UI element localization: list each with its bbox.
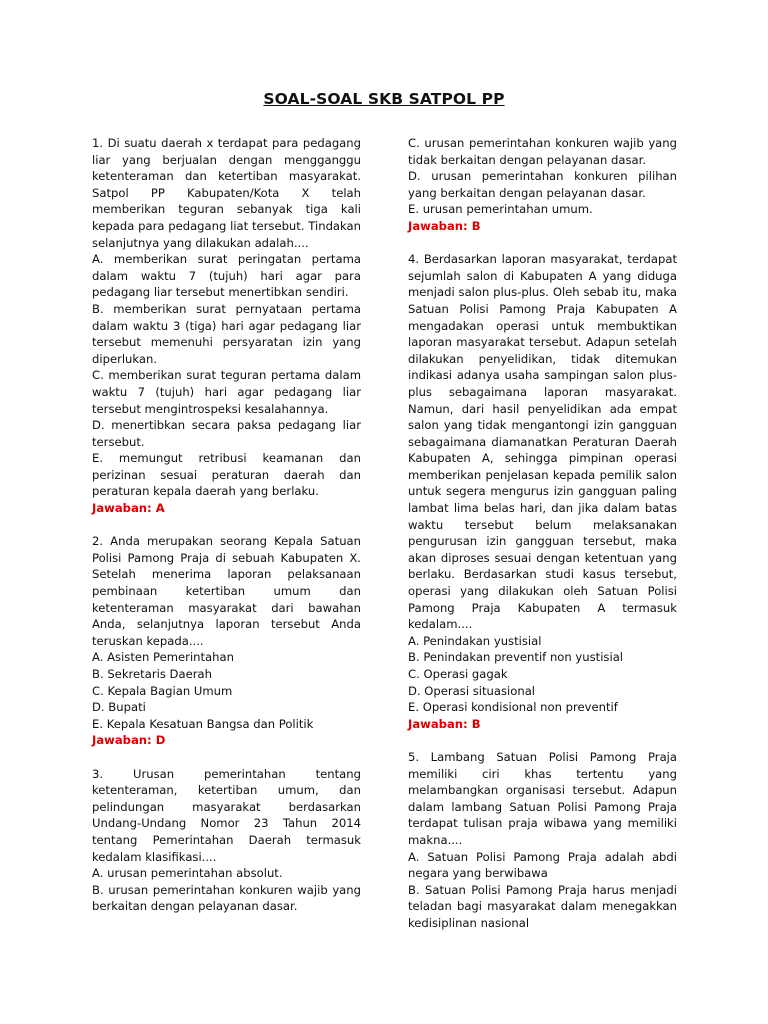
- question-1-option-a: A. memberikan surat peringatan pertama dalam waktu 7 (tujuh) hari agar para pedagang liar tersebut menertibkan sendiri.: [92, 252, 361, 300]
- question-1-text: 1. Di suatu daerah x terdapat para pedagang liar yang berjualan dengan mengganggu ketenteraman dan ketertiban masyarakat. Satpol PP Kabupaten/Kota X telah memberikan teguran sebanyak tiga kali kepada para pedagang liat tersebut. Tindakan selanjutnya yang dilakukan adalah....: [92, 136, 361, 250]
- spacer: [92, 517, 361, 534]
- spacer: [408, 732, 677, 749]
- question-3-option-a: A. urusan pemerintahan absolut.: [92, 866, 283, 881]
- left-column: [92, 135, 361, 915]
- right-column: [408, 135, 677, 932]
- question-4-option-d: D. Operasi situasional: [408, 683, 536, 698]
- question-3-option-c: C. urusan pemerintahan konkuren wajib yang tidak berkaitan dengan pelayanan dasar.: [408, 136, 677, 167]
- question-5-option-a: A. Satuan Polisi Pamong Praja adalah abdi negara yang berwibawa: [408, 849, 677, 881]
- page-title: SOAL-SOAL SKB SATPOL PP: [263, 90, 505, 108]
- question-4-text: 4. Berdasarkan laporan masyarakat, terdapat sejumlah salon di Kabupaten A yang diduga menjadi salon plus-plus. Oleh sebab itu, maka Satuan Polisi Pamong Praja Kabupaten A mengadakan operasi untuk membuktikan laporan masyarakat tersebut. Adapun setelah dilakukan penyelidikan, tidak ditemukan indikasi adanya usaha sampingan salon plus-plus sebagaimana laporan masyarakat. Namun, dari hasil penyelidikan ada empat salon yang tidak mengantongi izin gangguan sebagaimana diamanatkan Peraturan Daerah Kabupaten A, sehingga pimpinan operasi memberikan penjelasan kepada pemilik salon untuk segera mengurus izin gangguan paling lambat lima belas hari, dan jika dalam batas waktu tersebut belum melaksanakan pengurusan izin gangguan tersebut, maka akan diproses sesuai dengan ketentuan yang berlaku. Berdasarkan studi kasus tersebut, operasi yang dilakukan oleh Satuan Polisi Pamong Praja Kabupaten A termasuk kedalam....: [408, 252, 677, 632]
- question-2-option-b: B. Sekretaris Daerah: [92, 667, 212, 681]
- question-4-answer: Jawaban: B: [408, 716, 481, 731]
- spacer: [92, 749, 361, 766]
- question-3-answer: Jawaban: B: [408, 218, 481, 233]
- question-4-option-a: A. Penindakan yustisial: [408, 633, 542, 648]
- question-2-option-a: A. Asisten Pemerintahan: [92, 650, 234, 665]
- question-3-option-d: D. urusan pemerintahan konkuren pilihan yang berkaitan dengan pelayanan dasar.: [408, 169, 677, 200]
- question-2-text: 2. Anda merupakan seorang Kepala Satuan Polisi Pamong Praja di sebuah Kabupaten X. Setelah menerima laporan pelaksanaan pembinaan ketertiban umum dan ketenteraman masyarakat dari bawahan Anda, selanjutnya laporan tersebut Anda teruskan kepada....: [92, 534, 361, 648]
- question-1-option-d: D. menertibkan secara paksa pedagang liar tersebut.: [92, 418, 361, 449]
- question-5-text: 5. Lambang Satuan Polisi Pamong Praja memiliki ciri khas tertentu yang melambangkan organisasi tersebut. Adapun dalam lambang Satuan Polisi Pamong Praja terdapat tulisan praja wibawa yang memiliki makna....: [408, 749, 677, 847]
- question-2-option-e: E. Kepala Kesatuan Bangsa dan Politik: [92, 716, 314, 731]
- question-1-option-e: E. memungut retribusi keamanan dan perizinan sesuai peraturan daerah dan peraturan kepala daerah yang berlaku.: [92, 451, 361, 499]
- question-4-option-c: C. Operasi gagak: [408, 667, 508, 681]
- question-1-answer: Jawaban: A: [92, 501, 165, 516]
- question-4-option-e: E. Operasi kondisional non preventif: [408, 700, 618, 715]
- question-4-option-b: B. Penindakan preventif non yustisial: [408, 650, 624, 665]
- question-5-option-b: B. Satuan Polisi Pamong Praja harus menjadi teladan bagi masyarakat dalam menegakkan kedisiplinan nasional: [408, 882, 677, 930]
- question-1-option-b: B. memberikan surat pernyataan pertama dalam waktu 3 (tiga) hari agar pedagang liar tersebut memenuhi persyaratan izin yang diperlukan.: [92, 301, 361, 366]
- question-2-answer: Jawaban: D: [92, 733, 166, 748]
- question-3-option-e: E. urusan pemerintahan umum.: [408, 202, 593, 217]
- question-3-text: 3. Urusan pemerintahan tentang ketenteraman, ketertiban umum, dan pelindungan masyarakat berdasarkan Undang-Undang Nomor 23 Tahun 2014 tentang Pemerintahan Daerah termasuk kedalam klasifikasi....: [92, 766, 361, 864]
- question-3-option-b: B. urusan pemerintahan konkuren wajib yang berkaitan dengan pelayanan dasar.: [92, 882, 361, 914]
- question-2-option-c: C. Kepala Bagian Umum: [92, 683, 233, 698]
- question-1-option-c: C. memberikan surat teguran pertama dalam waktu 7 (tujuh) hari agar pedagang liar tersebut mengintrospeksi kesalahannya.: [92, 368, 361, 416]
- question-2-option-d: D. Bupati: [92, 700, 146, 715]
- spacer: [408, 235, 677, 252]
